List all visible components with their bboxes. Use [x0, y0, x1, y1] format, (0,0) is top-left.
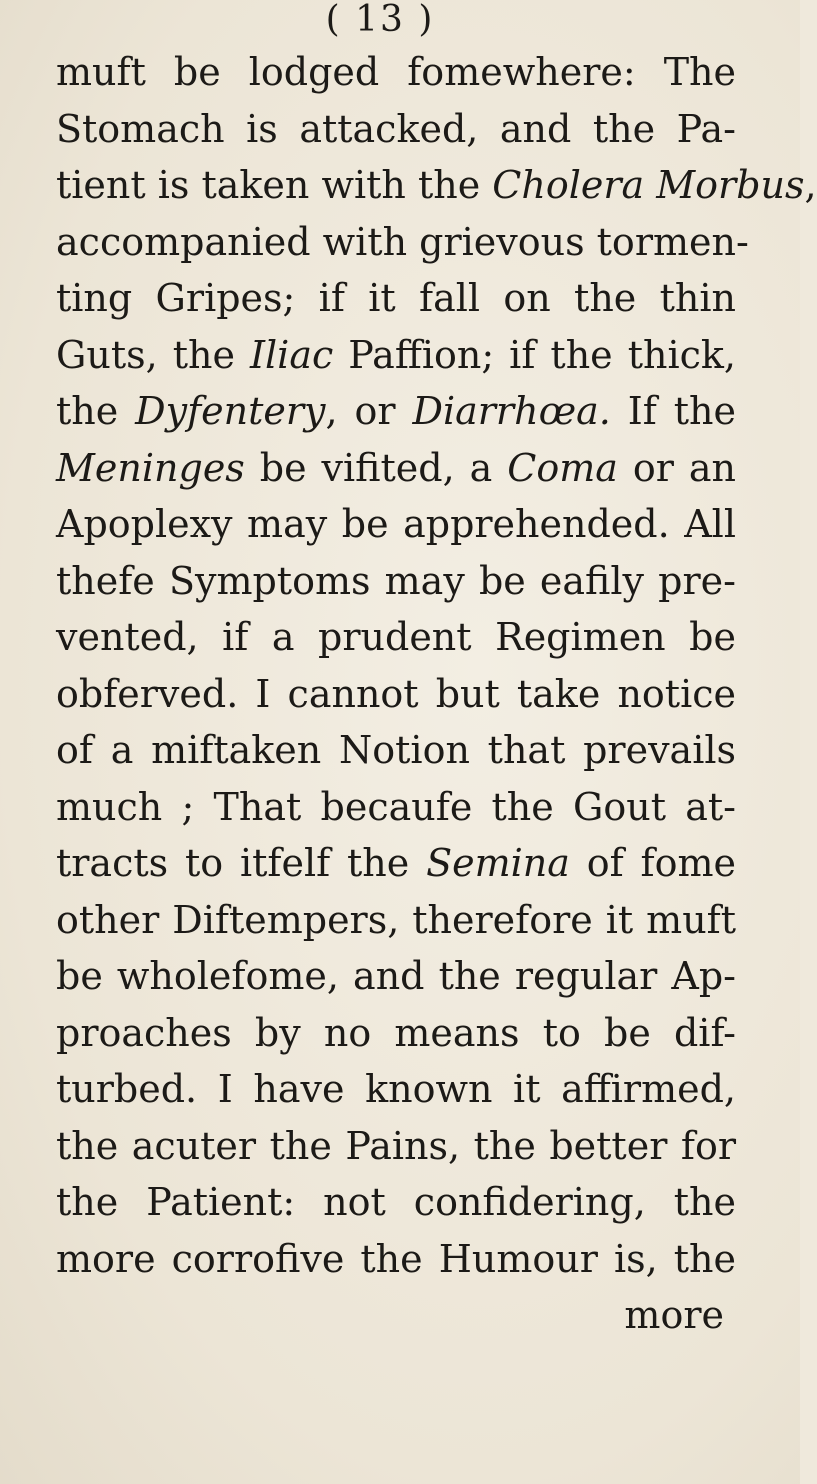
text-line: the Patient: not confidering, the — [56, 1180, 736, 1224]
text-line: other Diftempers, therefore it muft — [56, 897, 736, 942]
italic-term: Diarrhœa. — [412, 389, 611, 433]
italic-term: Iliac — [250, 332, 334, 377]
text-line: the acuter the Pains, the better for — [56, 1123, 736, 1168]
text-line: tient is taken with the Cholera Morbus, — [56, 163, 817, 207]
text-line: ting Gripes; if it fall on the thin — [56, 276, 736, 320]
text-line: accompanied with grievous tormen- — [56, 219, 749, 264]
text-line: vented, if a prudent Regimen be — [56, 615, 736, 659]
body-text — [56, 44, 817, 1344]
text-line: tracts to itfelf the Semina of fome — [56, 841, 736, 885]
text-line: turbed. I have known it affirmed, — [56, 1067, 736, 1111]
italic-term: Coma — [507, 445, 618, 490]
text-line: much ; That becaufe the Gout at- — [56, 784, 736, 829]
text-line: be wholefome, and the regular Ap- — [56, 954, 736, 998]
text-line: Stomach is attacked, and the Pa- — [56, 106, 736, 151]
text-line: Apoplexy may be apprehended. All — [56, 502, 736, 546]
text-line: proaches by no means to be dif- — [56, 1010, 736, 1055]
page-number: ( 13 ) — [325, 0, 435, 40]
text-line: obferved. I cannot but take notice — [56, 671, 736, 716]
text-line: more — [624, 1293, 724, 1337]
text-line: more corrofive the Humour is, the — [56, 1236, 736, 1281]
text-line: the Dyfentery, or Diarrhœa. If the — [56, 389, 737, 433]
text-line: muft be lodged fomewhere: The — [56, 50, 736, 94]
italic-term: Dyfentery — [135, 389, 326, 433]
italic-term: Semina — [426, 841, 570, 885]
italic-term: Meninges — [56, 445, 245, 490]
text-line: of a miftaken Notion that prevails — [56, 728, 736, 772]
text-line: Meninges be vifited, a Coma or an — [56, 445, 736, 490]
text-line: thefe Symptoms may be eafily pre- — [56, 558, 736, 603]
italic-term: Cholera Morbus — [492, 163, 805, 207]
text-line: Guts, the Iliac Paffion; if the thick, — [56, 332, 736, 377]
